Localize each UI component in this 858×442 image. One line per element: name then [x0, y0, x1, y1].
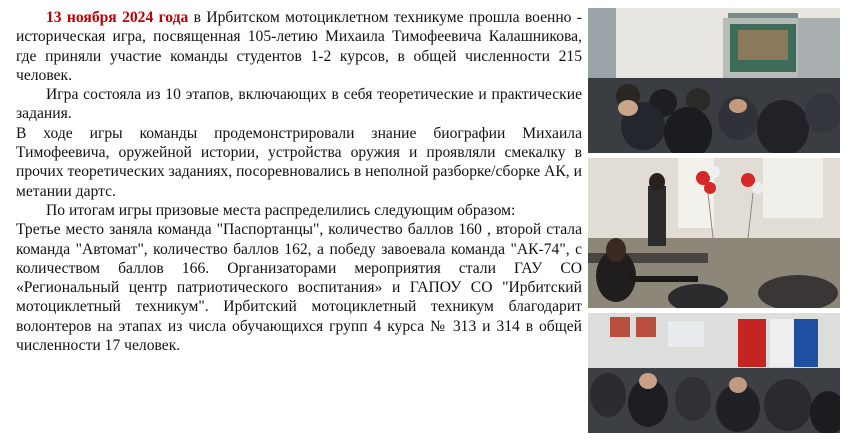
intro-text: в Ирбитском мотоциклетном техникуме прошла военно - историческая игра, посвященная 105-летию Михаила Тимофеевича Калашникова, где приняли участие команды студентов 1-2 курсов, в общей численности 215 человек. [16, 9, 583, 84]
photo-assembly-stage [588, 158, 840, 308]
paragraph-stages: Игра состояла из 10 этапов, включающих в себя теоретические и практические задания. [16, 86, 582, 123]
paragraph-intro [16, 8, 582, 85]
article-text [16, 8, 582, 355]
paragraph-results: Третье место заняла команда "Паспортанцы", количество баллов 160 , второй стала команда "Автомат", количество баллов 162, а победу завоевала команда "АК-74", с количеством баллов 166. Организаторами мероприятия стали ГАУ СО «Региональный центр патриотического воспитания» и ГАПОУ СО "Ирбитский мотоциклетный техникум". Ирбитский мотоциклетный техникум благодарит волонтеров на этапах из числа обучающихся групп 4 курса № 313 и 314 в общей численности 17 человек. [16, 221, 582, 355]
photo-lecture-hall [588, 8, 840, 153]
photo-audience [588, 313, 840, 433]
event-date: 13 ноября 2024 года [46, 9, 189, 26]
paragraph-tasks: В ходе игры команды продемонстрировали знание биографии Михаила Тимофеевича, оружейной истории, устройства оружия и проявляли смекалку в прочих теоретических заданиях, посоревновались в неполной разборке/сборке АК, и метании дартс. [16, 124, 582, 200]
paragraph-results-intro: По итогам игры призовые места распределились следующим образом: [46, 201, 516, 219]
